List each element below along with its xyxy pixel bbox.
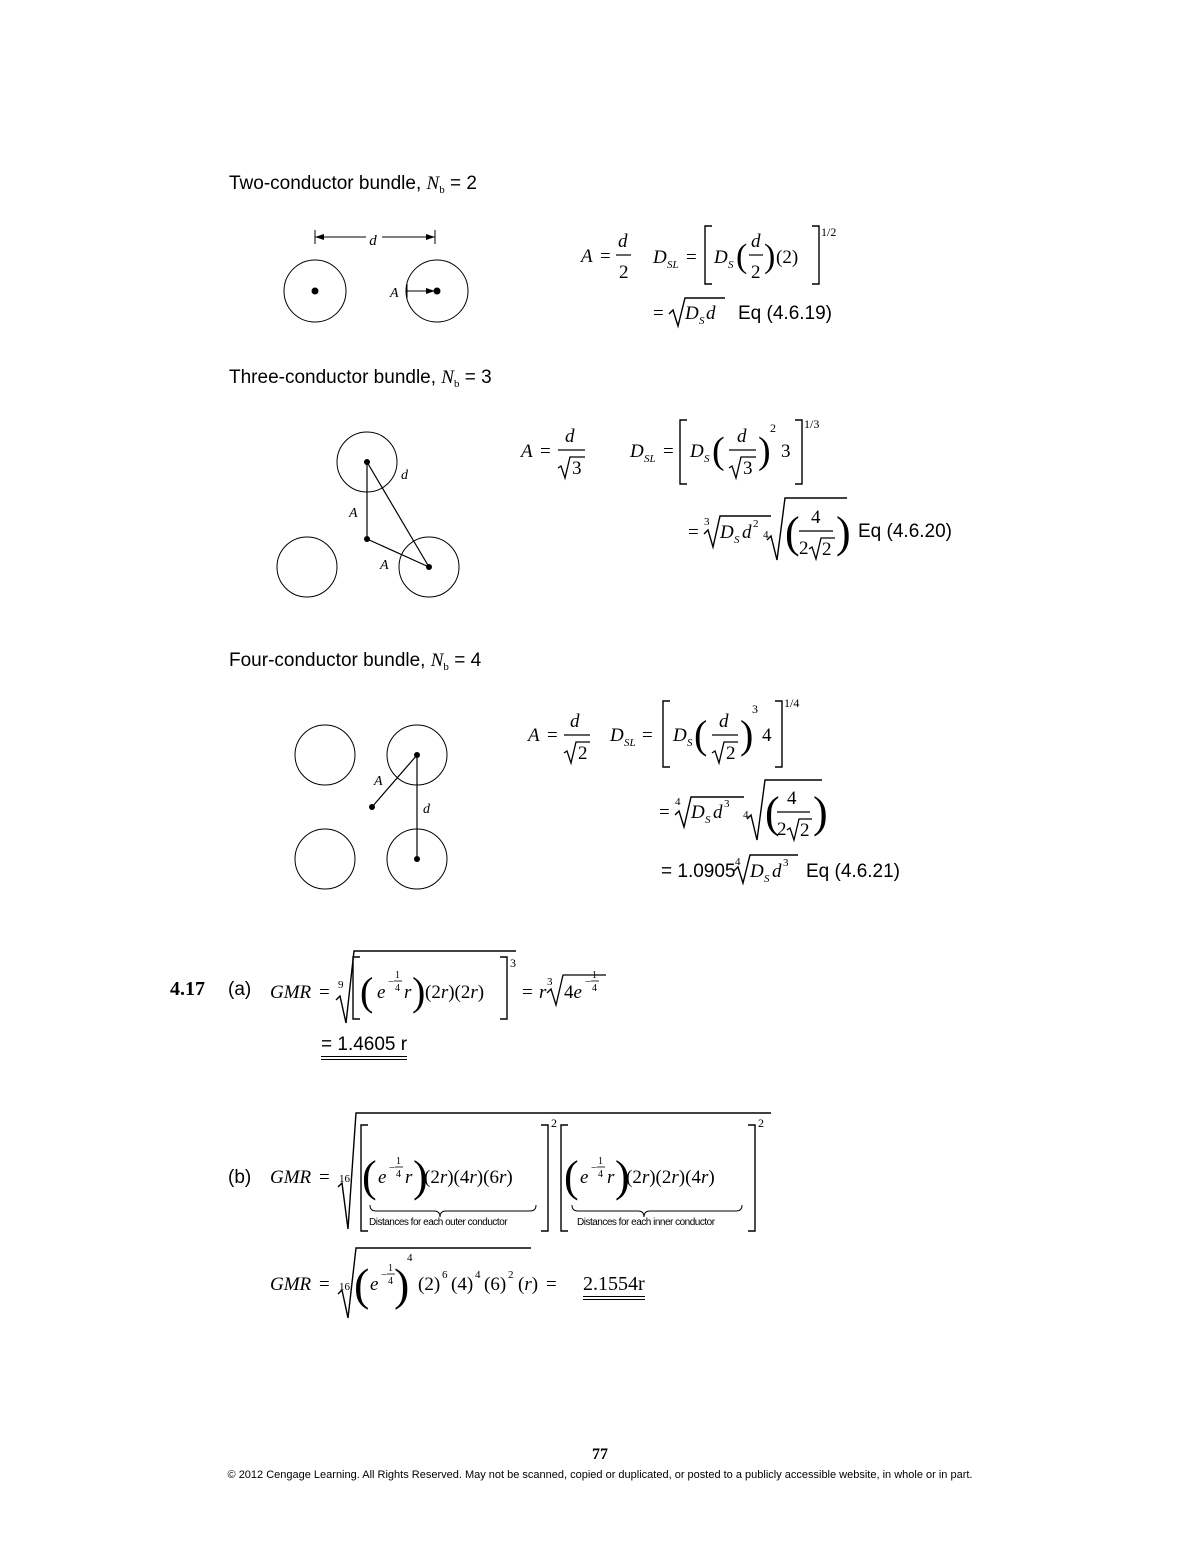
svg-text:9: 9 — [338, 979, 344, 991]
svg-text:): ) — [394, 1259, 410, 1310]
svg-text:S: S — [704, 453, 710, 465]
svg-text:2: 2 — [751, 262, 761, 283]
svg-text:1: 1 — [395, 970, 400, 981]
heading-equals: = 2 — [444, 173, 477, 194]
svg-text:(2r)(2r)(4r): (2r)(2r)(4r) — [626, 1167, 715, 1188]
svg-text:2: 2 — [770, 421, 776, 435]
svg-text:=: = — [319, 1274, 330, 1295]
svg-text:e: e — [377, 982, 386, 1003]
svg-text:d: d — [713, 802, 723, 823]
svg-text:SL: SL — [624, 737, 636, 749]
heading-var: N — [426, 173, 440, 194]
svg-text:=: = — [688, 522, 699, 543]
svg-text:−: − — [591, 1162, 598, 1174]
four-bundle-coefficient: = 1.0905 — [661, 861, 736, 882]
heading-two-conductor — [229, 173, 477, 196]
svg-text:D: D — [610, 725, 624, 746]
svg-text:3: 3 — [781, 441, 791, 462]
svg-text:D: D — [685, 303, 699, 324]
svg-text:4: 4 — [762, 725, 772, 746]
svg-text:D: D — [691, 802, 705, 823]
problem-number: 4.17 — [170, 978, 205, 1000]
svg-text:r: r — [539, 982, 547, 1003]
svg-text:2: 2 — [726, 743, 736, 764]
svg-text:2: 2 — [753, 518, 759, 530]
svg-text:2: 2 — [777, 819, 787, 840]
heading-text: Four-conductor bundle, — [229, 650, 431, 671]
equation-part-b-simplified — [266, 1240, 596, 1325]
part-b-label: (b) — [228, 1167, 252, 1188]
svg-text:D: D — [630, 441, 644, 462]
svg-text:3: 3 — [510, 956, 516, 970]
svg-text:3: 3 — [724, 798, 730, 810]
svg-text:(: ( — [765, 788, 780, 837]
brace-label-inner: Distances for each inner conductor — [577, 1217, 715, 1228]
svg-text:1/3: 1/3 — [804, 417, 820, 431]
heading-equals: = 4 — [448, 650, 482, 671]
svg-text:1/4: 1/4 — [784, 696, 800, 710]
svg-text:1: 1 — [396, 1156, 401, 1167]
eq-ref-4-6-21: Eq (4.6.21) — [806, 861, 900, 882]
heading-equals: = 3 — [459, 367, 492, 388]
heading-sub: b — [443, 661, 449, 673]
svg-text:): ) — [412, 969, 426, 1014]
part-a-result — [321, 1034, 407, 1056]
svg-text:d: d — [565, 426, 575, 447]
heading-four-conductor — [229, 650, 481, 673]
svg-text:=: = — [686, 247, 697, 268]
svg-text:3: 3 — [743, 458, 753, 479]
svg-text:1: 1 — [598, 1156, 603, 1167]
label-A: A — [374, 774, 383, 789]
svg-text:A: A — [581, 246, 593, 267]
svg-text:1/2: 1/2 — [821, 225, 837, 239]
svg-text:−: − — [389, 1162, 396, 1174]
svg-text:2: 2 — [508, 1269, 514, 1281]
svg-text:(2): (2) — [418, 1274, 441, 1295]
svg-text:−: − — [388, 976, 395, 988]
svg-text:4: 4 — [735, 856, 741, 868]
svg-text:SL: SL — [667, 259, 679, 271]
svg-text:=: = — [653, 303, 664, 324]
svg-text:=: = — [642, 725, 653, 746]
svg-text:3: 3 — [572, 458, 582, 479]
svg-text:(: ( — [694, 712, 708, 757]
heading-text: Three-conductor bundle, — [229, 367, 442, 388]
svg-text:=: = — [663, 441, 674, 462]
svg-text:−: − — [585, 976, 592, 988]
svg-text:S: S — [734, 534, 740, 546]
svg-text:e: e — [580, 1167, 589, 1188]
svg-text:6: 6 — [442, 1269, 448, 1281]
equation-part-a — [266, 945, 626, 1035]
svg-text:): ) — [740, 712, 754, 757]
three-conductor-diagram — [270, 425, 470, 605]
heading-sub: b — [453, 378, 460, 390]
svg-text:=: = — [600, 246, 611, 267]
svg-text:S: S — [705, 814, 711, 826]
svg-text:4: 4 — [396, 1169, 401, 1180]
svg-text:S: S — [764, 873, 770, 885]
svg-text:d: d — [737, 426, 747, 447]
heading-three-conductor — [229, 367, 492, 390]
svg-text:): ) — [813, 788, 828, 837]
part-a-result-value: = 1.4605 r — [321, 1034, 407, 1060]
svg-text:D: D — [653, 247, 667, 268]
label-A: A — [349, 506, 358, 521]
svg-text:2: 2 — [551, 1116, 557, 1130]
svg-text:d: d — [742, 522, 752, 543]
svg-text:16: 16 — [339, 1173, 350, 1185]
svg-text:e: e — [370, 1274, 379, 1295]
heading-text: Two-conductor bundle, — [229, 173, 427, 194]
svg-text:(: ( — [564, 1152, 579, 1201]
four-conductor-diagram — [280, 715, 460, 895]
page-number: 77 — [592, 1446, 608, 1463]
svg-text:4: 4 — [743, 809, 749, 821]
svg-text:4: 4 — [407, 1252, 413, 1264]
svg-text:3: 3 — [752, 702, 758, 716]
svg-text:D: D — [714, 247, 728, 268]
svg-text:A: A — [528, 725, 540, 746]
svg-text:d: d — [706, 303, 716, 324]
svg-text:SL: SL — [644, 453, 656, 465]
equation-part-b — [266, 1105, 786, 1235]
svg-text:d: d — [751, 231, 761, 252]
svg-text:3: 3 — [547, 976, 553, 988]
part-b-result-value: 2.1554r — [583, 1273, 645, 1300]
svg-text:(: ( — [712, 430, 725, 472]
svg-text:4: 4 — [395, 983, 400, 994]
svg-text:r: r — [405, 1167, 413, 1188]
svg-text:d: d — [719, 711, 729, 732]
heading-sub: b — [439, 184, 445, 196]
svg-text:3: 3 — [704, 516, 710, 528]
svg-text:(: ( — [354, 1259, 370, 1310]
svg-text:(4): (4) — [451, 1274, 474, 1295]
svg-text:S: S — [687, 737, 693, 749]
svg-text:): ) — [836, 508, 851, 557]
svg-text:3: 3 — [783, 857, 789, 869]
svg-text:4: 4 — [475, 1269, 481, 1281]
svg-text:(: ( — [736, 238, 748, 275]
svg-text:(r): (r) — [518, 1274, 539, 1295]
svg-text:S: S — [728, 259, 734, 271]
brace-label-outer: Distances for each outer conductor — [369, 1217, 508, 1228]
eq-ref-4-6-19: Eq (4.6.19) — [738, 303, 832, 324]
svg-text:4: 4 — [592, 983, 597, 994]
svg-text:e: e — [378, 1167, 387, 1188]
svg-text:GMR: GMR — [270, 1167, 312, 1188]
svg-text:=: = — [522, 982, 533, 1003]
svg-text:=: = — [319, 1167, 330, 1188]
svg-text:=: = — [546, 1274, 557, 1295]
svg-text:2: 2 — [578, 743, 588, 764]
svg-text:2: 2 — [758, 1116, 764, 1130]
equation-three-conductor — [515, 412, 965, 572]
label-A: A — [390, 286, 399, 301]
svg-text:(2r)(2r): (2r)(2r) — [425, 982, 485, 1003]
label-d: d — [401, 468, 408, 483]
svg-text:4: 4 — [763, 529, 769, 541]
svg-text:=: = — [540, 441, 551, 462]
part-a-label: (a) — [228, 979, 252, 1000]
svg-text:4: 4 — [598, 1169, 603, 1180]
svg-text:4: 4 — [388, 1276, 393, 1287]
svg-text:(2): (2) — [776, 247, 799, 268]
svg-text:): ) — [615, 1152, 630, 1201]
svg-text:d: d — [570, 711, 580, 732]
svg-text:16: 16 — [339, 1281, 350, 1293]
part-b-result — [583, 1273, 645, 1296]
svg-text:(6): (6) — [484, 1274, 507, 1295]
svg-text:−: − — [381, 1269, 388, 1281]
svg-text:4e: 4e — [564, 982, 582, 1003]
svg-text:2: 2 — [799, 538, 809, 559]
svg-text:r: r — [404, 982, 412, 1003]
svg-text:): ) — [758, 430, 771, 472]
svg-text:): ) — [764, 238, 776, 275]
svg-text:S: S — [699, 315, 705, 327]
svg-text:D: D — [673, 725, 687, 746]
eq-ref-4-6-20: Eq (4.6.20) — [858, 521, 952, 542]
svg-text:r: r — [607, 1167, 615, 1188]
two-conductor-diagram — [270, 225, 490, 335]
svg-text:d: d — [618, 231, 628, 252]
svg-text:): ) — [413, 1152, 428, 1201]
svg-text:2: 2 — [619, 262, 629, 283]
svg-text:(: ( — [362, 1152, 377, 1201]
svg-text:GMR: GMR — [270, 982, 312, 1003]
svg-text:2: 2 — [822, 539, 832, 560]
svg-text:=: = — [659, 802, 670, 823]
svg-text:D: D — [750, 861, 764, 882]
svg-text:=: = — [319, 982, 330, 1003]
svg-text:GMR: GMR — [270, 1274, 312, 1295]
svg-text:4: 4 — [787, 788, 797, 809]
copyright-notice: © 2012 Cengage Learning. All Rights Reserved. May not be scanned, copied or duplicated, or posted to a publicly accessible website, in whole or in part. — [227, 1469, 973, 1481]
svg-text:(2r)(4r)(6r): (2r)(4r)(6r) — [424, 1167, 513, 1188]
label-d: d — [423, 802, 430, 817]
svg-text:1: 1 — [592, 970, 597, 981]
svg-text:D: D — [720, 522, 734, 543]
svg-text:d: d — [772, 861, 782, 882]
svg-text:(: ( — [360, 969, 374, 1014]
svg-text:2: 2 — [800, 820, 810, 841]
svg-text:(: ( — [785, 508, 800, 557]
svg-text:4: 4 — [811, 507, 821, 528]
svg-text:1: 1 — [388, 1263, 393, 1274]
svg-text:A: A — [521, 441, 533, 462]
svg-text:D: D — [690, 441, 704, 462]
label-A: A — [380, 558, 389, 573]
label-d: d — [369, 233, 377, 249]
svg-text:=: = — [547, 725, 558, 746]
svg-text:4: 4 — [675, 796, 681, 808]
heading-var: N — [430, 650, 444, 671]
heading-var: N — [441, 367, 454, 388]
